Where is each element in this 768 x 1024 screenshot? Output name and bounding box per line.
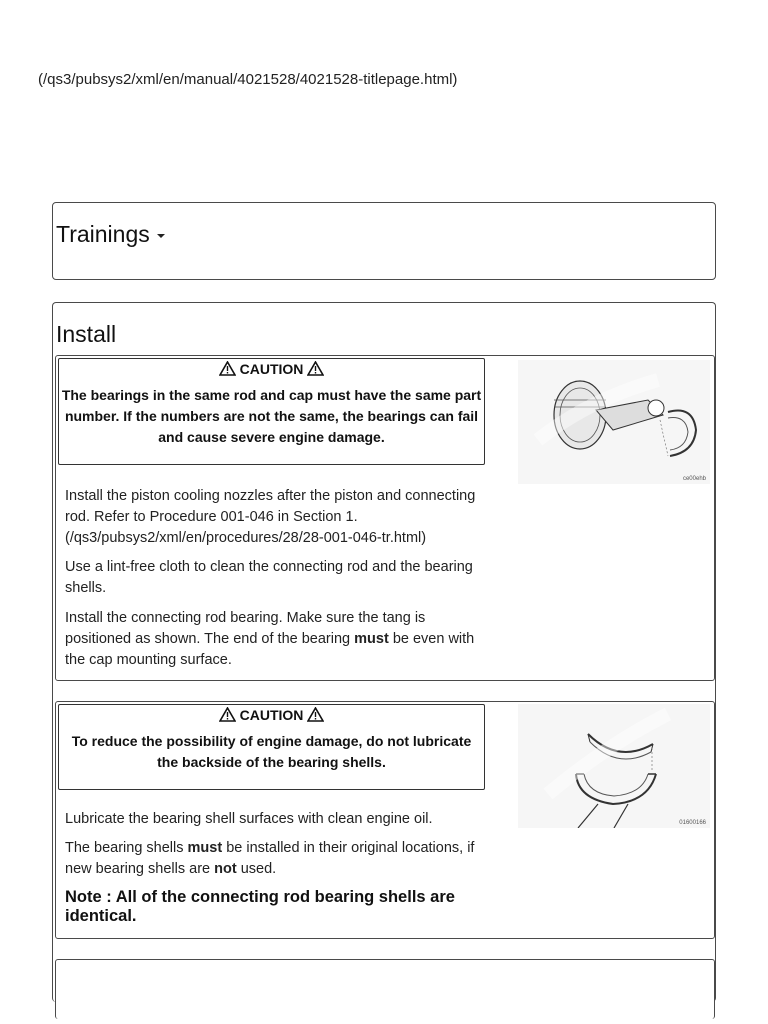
figure-code: ce00ehb (682, 476, 706, 482)
caution-header (59, 361, 484, 377)
caution-text: The bearings in the same rod and cap must have the same part number. If the numbers are not the same, the bearings can fail and cause severe engine damage. (61, 387, 482, 445)
text-span: be even with the cap mounting surface. (65, 631, 475, 668)
text-span: Install the connecting rod bearing. Make sure the tang is positioned as shown. The end of the bearing (65, 610, 426, 647)
paragraph-original-locations (65, 838, 485, 880)
emphasis-must: must (354, 631, 389, 647)
text-span: The bearing shells (65, 840, 188, 856)
paragraph-cooling-nozzles: Install the piston cooling nozzles after the piston and connecting rod. Refer to Procedure 001-046 in Section 1. (/qs3/pubsys2/xml/en/procedures/28/28-001-046-tr.html) (65, 488, 476, 546)
note-text: Note : All of the connecting rod bearing shells are identical. (65, 888, 455, 925)
trainings-label: Trainings (56, 221, 150, 247)
titlepage-link[interactable]: (/qs3/pubsys2/xml/en/manual/4021528/4021528-titlepage.html) (38, 71, 458, 88)
install-step (55, 355, 715, 681)
caution-box (58, 358, 485, 465)
text-span: used. (236, 861, 277, 877)
paragraph-lubricate: Lubricate the bearing shell surfaces with clean engine oil. (65, 811, 433, 827)
figure-code: 01600166 (679, 820, 706, 826)
piston-connecting-rod-diagram (518, 360, 710, 484)
piston-rod-illustration (518, 360, 710, 484)
trainings-dropdown[interactable] (56, 221, 165, 248)
emphasis-must: must (187, 840, 223, 856)
warning-triangle-icon (307, 361, 324, 376)
install-panel (52, 302, 716, 1002)
trainings-panel (52, 202, 716, 280)
install-step (55, 701, 715, 939)
paragraph-install-bearing (65, 608, 485, 671)
bearing-shell-diagram (518, 704, 710, 828)
emphasis-not: not (214, 861, 237, 877)
text-span: be installed in their original locations, if new bearing shells are (65, 840, 475, 877)
install-step (55, 959, 715, 1019)
caution-label: CAUTION (239, 707, 304, 723)
caution-header (59, 707, 484, 723)
caution-box (58, 704, 485, 790)
section-title: Install (56, 321, 117, 347)
caret-down-icon (157, 234, 165, 238)
warning-triangle-icon (307, 707, 324, 722)
warning-triangle-icon (219, 361, 236, 376)
warning-triangle-icon (219, 707, 236, 722)
paragraph-clean: Use a lint-free cloth to clean the connecting rod and the bearing shells. (65, 559, 473, 596)
caution-text: To reduce the possibility of engine damage, do not lubricate the backside of the bearing shells. (71, 733, 472, 770)
bearing-shell-illustration (518, 704, 710, 828)
caution-label: CAUTION (239, 361, 304, 377)
